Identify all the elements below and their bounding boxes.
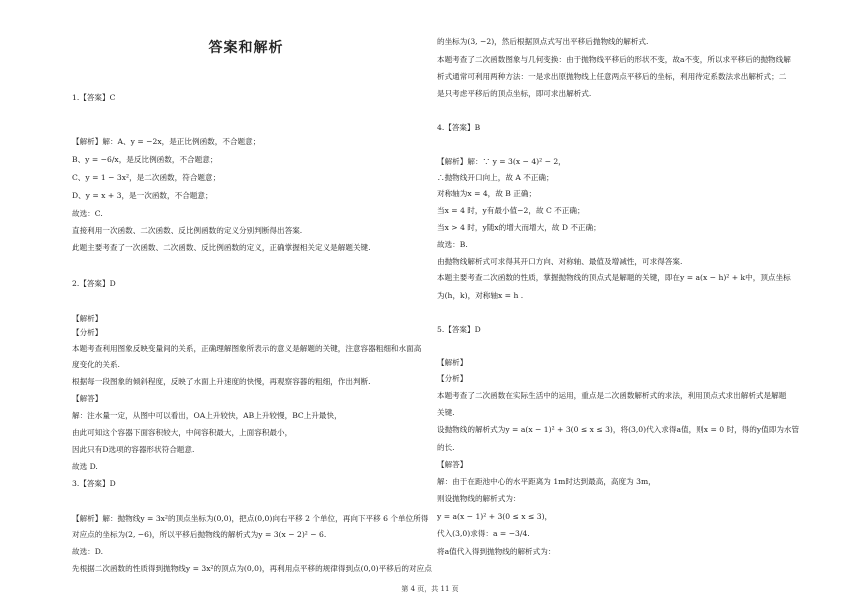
right-text-line: 【解答】 xyxy=(437,460,468,469)
left-text-line: 2.【答案】D xyxy=(72,279,116,288)
left-text-line: B、y = −6/x，是反比例函数，不合题意； xyxy=(72,155,218,164)
right-text-line: y = a(x − 1)² + 3(0 ≤ x ≤ 3)， xyxy=(437,512,553,521)
page-title: 答案和解析 xyxy=(208,40,284,56)
left-text-line: 本题考查利用图象反映变量间的关系，正确理解图象所表示的意义是解题的关键，注意容器粗细和水面高 xyxy=(72,344,422,353)
right-text-line: 为(h，k)，对称轴x = h . xyxy=(437,291,524,300)
right-text-line: 【分析】 xyxy=(437,374,468,383)
left-text-line: 此题主要考查了一次函数、二次函数、反比例函数的定义，正确掌握相关定义是解题关键. xyxy=(72,243,371,252)
left-text-line: 故选：D. xyxy=(72,547,104,556)
left-text-line: 根据每一段图象的倾斜程度，反映了水面上升速度的快慢，再观察容器的粗细，作出判断. xyxy=(72,377,371,386)
right-text-line: 析式通常可利用两种方法：一是求出原抛物线上任意两点平移后的坐标，利用待定系数法求出解析式；二 xyxy=(437,72,787,81)
left-text-line: 【解析】解：A、y = −2x，是正比例函数，不合题意； xyxy=(72,137,261,146)
left-text-line: 【分析】 xyxy=(72,328,103,337)
left-text-line: 【解析】解：抛物线y = 3x²的顶点坐标为(0,0)，把点(0,0)向右平移 2 个单位，再向下平移 6 个单位所得 xyxy=(72,514,429,523)
right-text-line: 本题考查了二次函数在实际生活中的运用，重点是二次函数解析式的求法，利用顶点式求出解析式是解题 xyxy=(437,391,787,400)
right-text-line: 当x = 4 时，y有最小值−2，故 C 不正确； xyxy=(437,206,585,215)
left-text-line: D、y = x + 3，是一次函数，不合题意； xyxy=(72,191,213,200)
right-text-line: 对称轴为x = 4，故 B 正确； xyxy=(437,189,537,198)
right-text-line: 5.【答案】D xyxy=(437,325,481,334)
left-text-line: 因此只有D选项的容器形状符合题意. xyxy=(72,445,195,454)
right-text-line: 的长. xyxy=(437,443,455,452)
left-text-line: 【解析】 xyxy=(72,314,103,323)
left-text-line: 对应点的坐标为(2, −6)，所以平移后抛物线的解析式为y = 3(x − 2)² − 6. xyxy=(72,530,327,539)
right-text-line: 4.【答案】B xyxy=(437,123,481,132)
left-text-line: 故选：C. xyxy=(72,209,103,218)
right-text-line: 【解析】解：∵ y = 3(x − 4)² − 2， xyxy=(437,157,566,166)
right-text-line: 本题考查了二次函数图象与几何变换：由于抛物线平移后的形状不变，故a不变，所以求平移后的抛物线解 xyxy=(437,55,791,64)
left-text-line: C、y = 1 − 3x²，是二次函数，符合题意； xyxy=(72,173,221,182)
left-text-line: 1.【答案】C xyxy=(72,93,116,102)
left-text-line: 3.【答案】D xyxy=(72,479,116,488)
right-text-line: 故选：B. xyxy=(437,240,468,249)
page-footer: 第 4 页，共 11 页 xyxy=(401,585,459,593)
right-text-line: 代入(3,0)求得：a = −3/4. xyxy=(437,529,530,538)
left-text-line: 先根据二次函数的性质得到抛物线y = 3x²的顶点为(0,0)，再利用点平移的规律得到点(0,0)平移后的对应点 xyxy=(72,564,432,573)
right-text-line: 解：由于在距池中心的水平距离为 1m时达到最高，高度为 3m， xyxy=(437,477,656,486)
left-text-line: 度变化的关系. xyxy=(72,360,120,369)
left-text-line: 解：注水量一定，从图中可以看出，OA上升较快，AB上升较慢，BC上升最快， xyxy=(72,411,342,420)
right-text-line: 的坐标为(3, −2)，然后根据顶点式写出平移后抛物线的解析式. xyxy=(437,37,649,46)
right-text-line: 关键. xyxy=(437,408,455,417)
left-text-line: 直接利用一次函数、二次函数、反比例函数的定义分别判断得出答案. xyxy=(72,226,303,235)
right-text-line: 当x > 4 时，y随x的增大而增大，故 D 不正确； xyxy=(437,223,601,232)
left-text-line: 故选 D. xyxy=(72,462,98,471)
right-text-line: 本题主要考查二次函数的性质，掌握抛物线的顶点式是解题的关键，即在y = a(x − h)² + k中，顶点坐标 xyxy=(437,273,791,282)
right-text-line: 【解析】 xyxy=(437,358,468,367)
left-text-line: 【解答】 xyxy=(72,394,103,403)
right-text-line: ∴抛物线开口向上，故 A 不正确； xyxy=(437,173,554,182)
right-text-line: 则设抛物线的解析式为： xyxy=(437,494,521,503)
right-text-line: 是只考虑平移后的顶点坐标，即可求出解析式. xyxy=(437,89,592,98)
left-text-line: 由此可知这个容器下面容积较大，中间容积最大，上面容积最小， xyxy=(72,428,293,437)
right-text-line: 将a值代入得到抛物线的解析式为： xyxy=(437,547,556,556)
right-text-line: 由抛物线解析式可求得其开口方向、对称轴、最值及增减性，可求得答案. xyxy=(437,257,683,266)
right-text-line: 设抛物线的解析式为y = a(x − 1)² + 3(0 ≤ x ≤ 3)，将(3,0)代入求得a值，则x = 0 时，得的y值即为水管 xyxy=(437,425,800,434)
